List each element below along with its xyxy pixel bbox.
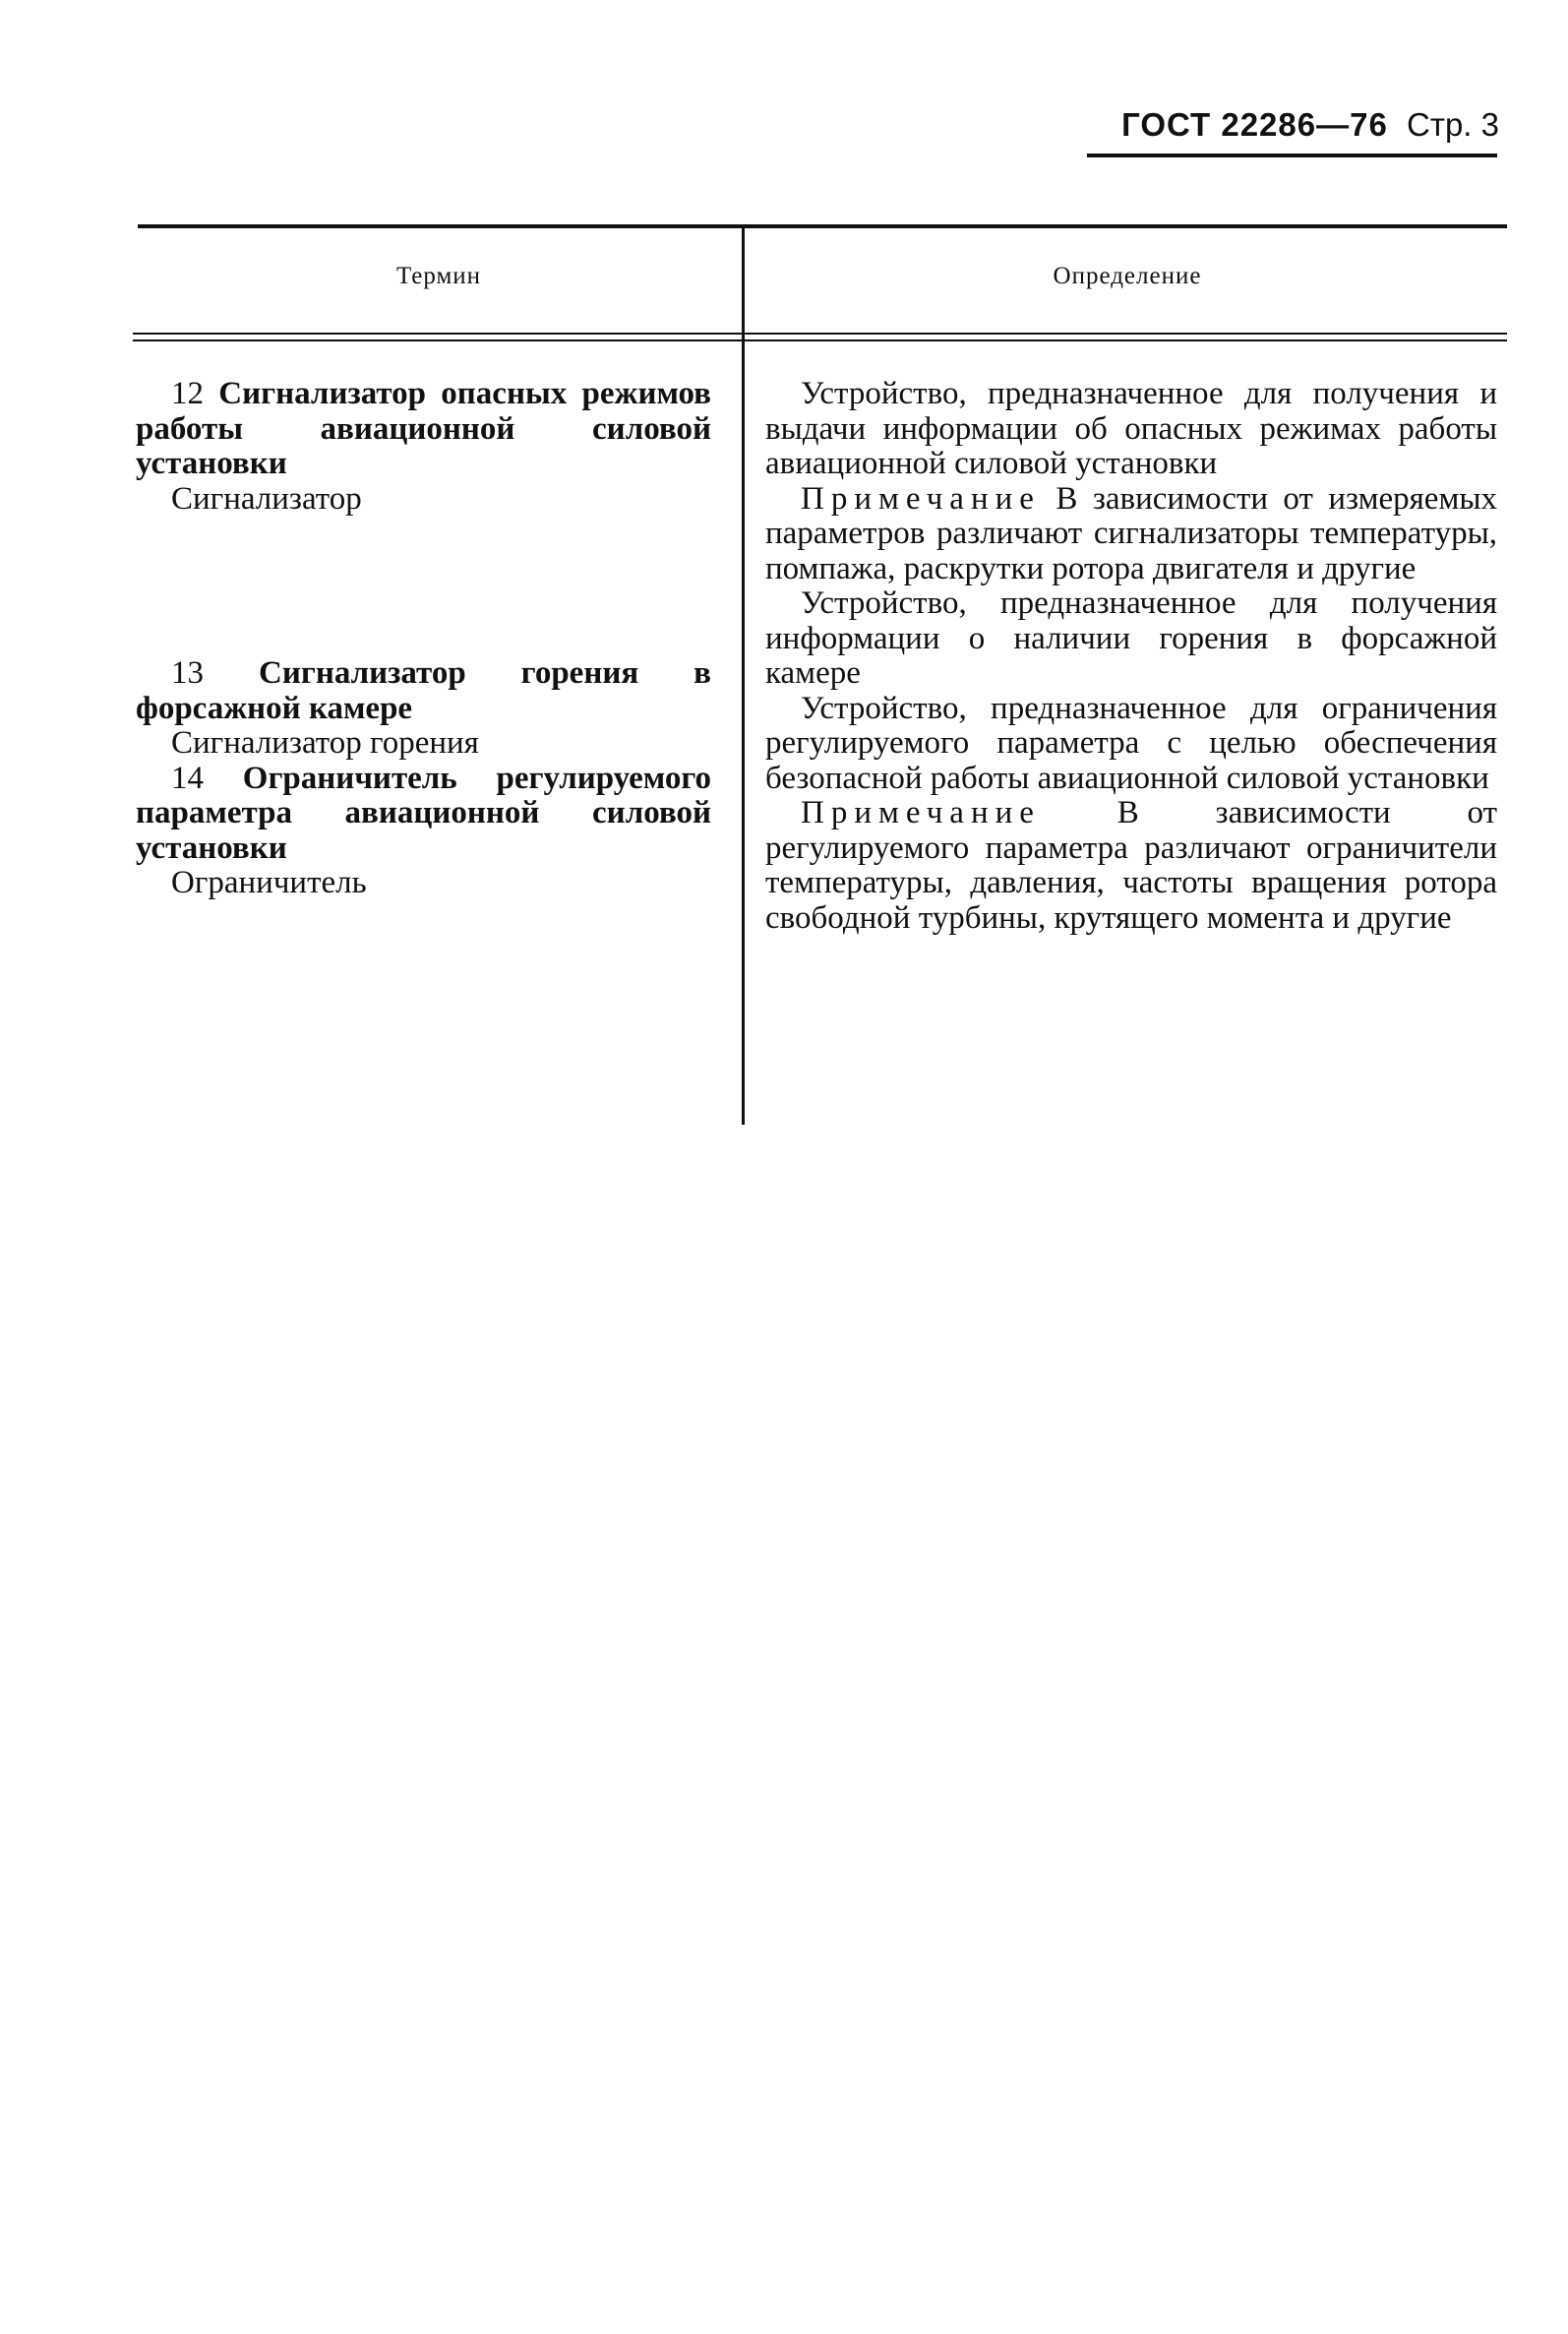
definition-note (765, 796, 1497, 936)
term-number: 12 (171, 376, 204, 411)
definition-13 (765, 586, 1497, 692)
note-label: Примечание (801, 480, 1041, 517)
term-entry-14 (136, 762, 711, 901)
term-title: Ограничитель регулируемого параметра авиационной силовой установки (136, 760, 711, 866)
definition-text: Устройство, предназначенное для получения информации о наличии горения в форсажной камере (765, 585, 1497, 691)
definition-14 (765, 692, 1497, 937)
term-lead (136, 377, 711, 482)
definition-12 (765, 377, 1497, 586)
note-text: В зависимости от регулируемого параметра различают ограничители температуры, давления, частоты вращения ротора свободной турбины, крутящего момента и другие (765, 795, 1498, 936)
header-rule (1087, 154, 1497, 157)
short-term: Сигнализатор (171, 480, 362, 517)
page-number: Стр. 3 (1407, 106, 1499, 143)
term-number: 14 (171, 760, 204, 796)
table-top-rule (138, 224, 1507, 228)
term-lead (136, 656, 711, 726)
page-header (1121, 108, 1499, 141)
table-header-rule (133, 333, 1507, 341)
term-number: 13 (171, 655, 204, 691)
definition-text: Устройство, предназначенное для ограничения регулируемого параметра с целью обеспечения безопасной работы авиационной силовой установки (765, 690, 1497, 796)
definitions-column (765, 377, 1497, 936)
terms-column (136, 377, 711, 901)
term-title: Сигнализатор опасных режимов работы авиационной силовой установки (136, 376, 712, 481)
definition-note (765, 482, 1497, 587)
term-entry-12 (136, 377, 711, 517)
column-header-definition: Определение (1053, 263, 1202, 289)
column-header-term: Термин (395, 263, 482, 289)
note-label: Примечание (801, 795, 1041, 830)
term-title: Сигнализатор горения в форсажной камере (136, 655, 711, 726)
short-term: Сигнализатор горения (171, 725, 479, 761)
term-entry-13 (136, 656, 711, 762)
note-text: В зависимости от измеряемых параметров различают сигнализаторы температуры, помпажа, раскрутки ротора двигателя и другие (765, 480, 1497, 586)
column-divider (742, 224, 745, 1125)
standard-number: ГОСТ 22286—76 (1121, 106, 1388, 143)
definition-text: Устройство, предназначенное для получения и выдачи информации об опасных режимах работы авиационной силовой установки (765, 376, 1497, 481)
term-lead (136, 762, 711, 867)
short-term: Ограничитель (171, 865, 367, 900)
